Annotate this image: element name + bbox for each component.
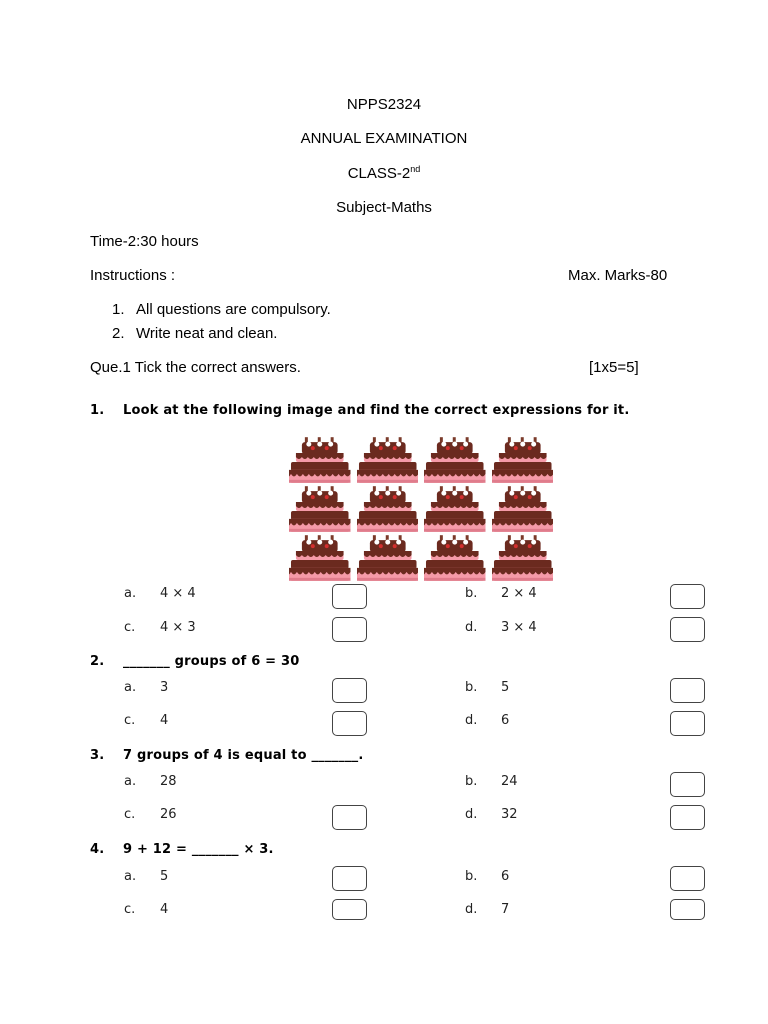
option-letter: b.: [465, 586, 478, 601]
option-letter: b.: [465, 680, 478, 695]
answer-checkbox[interactable]: [670, 711, 705, 736]
option-c: [124, 807, 177, 822]
option-b: [465, 586, 537, 601]
class-suffix: nd: [410, 164, 421, 174]
answer-checkbox[interactable]: [670, 678, 705, 703]
answer-checkbox[interactable]: [332, 711, 367, 736]
question-number: 1.: [90, 403, 105, 418]
answer-checkbox[interactable]: [332, 678, 367, 703]
question-3: [90, 748, 364, 763]
option-b: [465, 680, 509, 695]
option-letter: c.: [124, 807, 136, 822]
option-value: 3: [160, 680, 169, 695]
option-value: 7: [501, 902, 510, 917]
cakes-image: [289, 437, 553, 584]
question-text: Look at the following image and find the correct expressions for it.: [123, 403, 630, 418]
instruction-number: 1.: [112, 301, 125, 318]
answer-checkbox[interactable]: [332, 617, 367, 642]
option-letter: a.: [124, 586, 137, 601]
cake-icon: [289, 437, 351, 484]
cake-icon: [492, 535, 554, 582]
option-value: 5: [160, 869, 169, 884]
option-letter: b.: [465, 869, 478, 884]
answer-checkbox[interactable]: [332, 899, 367, 920]
option-value: 24: [501, 774, 518, 789]
answer-checkbox[interactable]: [332, 805, 367, 830]
cake-icon: [424, 437, 486, 484]
option-d: [465, 807, 518, 822]
option-letter: a.: [124, 774, 137, 789]
option-letter: c.: [124, 713, 136, 728]
answer-checkbox[interactable]: [670, 584, 705, 609]
answer-checkbox[interactable]: [670, 866, 705, 891]
cake-icon: [492, 486, 554, 533]
instruction-text: Write neat and clean.: [136, 325, 278, 342]
cake-icon: [357, 535, 419, 582]
question-text: _______ groups of 6 = 30: [123, 654, 300, 669]
option-value: 4 × 4: [160, 586, 196, 601]
option-d: [465, 620, 537, 635]
instruction-number: 2.: [112, 325, 125, 342]
cake-icon: [424, 486, 486, 533]
question-text: 9 + 12 = _______ × 3.: [123, 842, 274, 857]
option-value: 6: [501, 713, 510, 728]
cake-icon: [424, 535, 486, 582]
option-c: [124, 713, 168, 728]
option-value: 32: [501, 807, 518, 822]
class-label: [0, 164, 768, 182]
instruction-item: [112, 325, 277, 342]
school-code: NPPS2324: [346, 96, 422, 113]
option-c: [124, 902, 168, 917]
option-value: 3 × 4: [501, 620, 537, 635]
question-number: 3.: [90, 748, 105, 763]
cake-icon: [357, 486, 419, 533]
question-2: [90, 654, 300, 669]
option-b: [465, 774, 518, 789]
option-letter: d.: [465, 620, 478, 635]
time-label: Time-2:30 hours: [90, 233, 199, 250]
option-a: [124, 869, 168, 884]
cake-row: [289, 437, 553, 484]
option-d: [465, 902, 509, 917]
question-4: [90, 842, 274, 857]
option-letter: c.: [124, 902, 136, 917]
option-c: [124, 620, 196, 635]
option-value: 4 × 3: [160, 620, 196, 635]
question-number: 4.: [90, 842, 105, 857]
option-letter: d.: [465, 713, 478, 728]
cake-icon: [289, 535, 351, 582]
option-letter: d.: [465, 902, 478, 917]
answer-checkbox[interactable]: [332, 866, 367, 891]
question-text: 7 groups of 4 is equal to _______.: [123, 748, 364, 763]
answer-checkbox[interactable]: [670, 617, 705, 642]
option-value: 4: [160, 713, 169, 728]
answer-checkbox[interactable]: [670, 772, 705, 797]
option-letter: b.: [465, 774, 478, 789]
option-value: 2 × 4: [501, 586, 537, 601]
instruction-item: [112, 301, 331, 318]
max-marks-label: Max. Marks-80: [568, 267, 668, 284]
section-title: Que.1 Tick the correct answers.: [90, 359, 301, 376]
option-value: 26: [160, 807, 177, 822]
cake-row: [289, 535, 553, 582]
option-letter: a.: [124, 869, 137, 884]
option-d: [465, 713, 509, 728]
option-value: 28: [160, 774, 177, 789]
option-letter: c.: [124, 620, 136, 635]
answer-checkbox[interactable]: [670, 805, 705, 830]
section-marks: [1x5=5]: [589, 359, 639, 376]
option-value: 4: [160, 902, 169, 917]
option-a: [124, 774, 177, 789]
cake-row: [289, 486, 553, 533]
exam-title: ANNUAL EXAMINATION: [300, 130, 468, 147]
answer-checkbox[interactable]: [670, 899, 705, 920]
option-b: [465, 869, 509, 884]
option-a: [124, 680, 168, 695]
instructions-label: Instructions :: [90, 267, 176, 284]
option-value: 6: [501, 869, 510, 884]
option-letter: a.: [124, 680, 137, 695]
cake-icon: [492, 437, 554, 484]
answer-checkbox[interactable]: [332, 584, 367, 609]
class-prefix: CLASS-2: [347, 165, 411, 182]
cake-icon: [357, 437, 419, 484]
cake-icon: [289, 486, 351, 533]
question-1: [90, 403, 630, 418]
instruction-text: All questions are compulsory.: [136, 301, 331, 318]
option-value: 5: [501, 680, 510, 695]
option-a: [124, 586, 196, 601]
question-number: 2.: [90, 654, 105, 669]
subject-label: Subject-Maths: [336, 199, 432, 216]
option-letter: d.: [465, 807, 478, 822]
